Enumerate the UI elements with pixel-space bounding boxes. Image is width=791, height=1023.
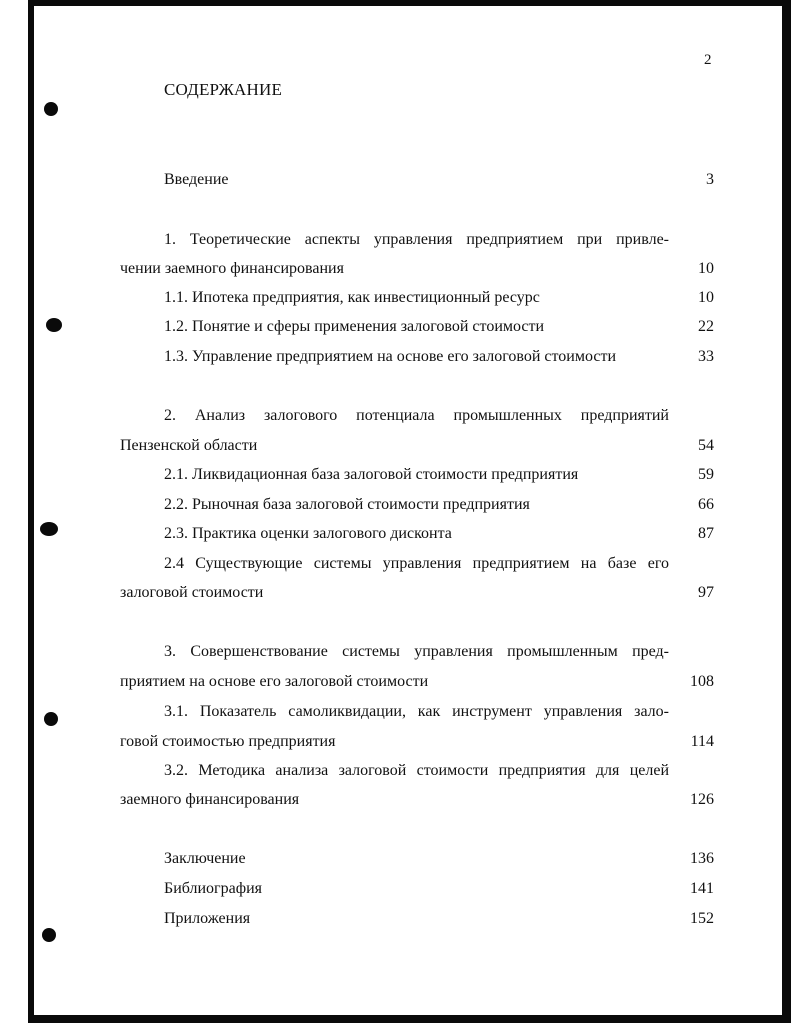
toc-section-3-1-line-2: говой стоимостью предприятия <box>120 733 336 750</box>
toc-page-section-1-3: 33 <box>698 348 714 365</box>
toc-section-1-1: 1.1. Ипотека предприятия, как инвестиционный ресурс <box>164 289 540 306</box>
toc-page-bibliography: 141 <box>690 880 714 897</box>
toc-page-section-2-3: 87 <box>698 525 714 542</box>
toc-page-appendices: 152 <box>690 910 714 927</box>
toc-entry-bibliography: Библиография <box>164 880 262 897</box>
punch-hole-mark <box>44 102 58 116</box>
toc-entry-conclusion: Заключение <box>164 850 246 867</box>
toc-chapter-3-line-1: 3. Совершенствование системы управления промышленным пред- <box>164 643 669 660</box>
page-title: СОДЕРЖАНИЕ <box>164 80 283 99</box>
toc-chapter-2-line-2: Пензенской области <box>120 437 258 454</box>
punch-hole-mark <box>44 712 58 726</box>
toc-chapter-2-line-1: 2. Анализ залогового потенциала промышленных предприятий <box>164 407 669 424</box>
toc-page-section-2-4: 97 <box>698 584 714 601</box>
punch-hole-mark <box>40 522 58 536</box>
toc-page-chapter-1: 10 <box>698 260 714 277</box>
toc-section-2-2: 2.2. Рыночная база залоговой стоимости предприятия <box>164 496 530 513</box>
toc-section-2-4-line-1: 2.4 Существующие системы управления предприятием на базе его <box>164 555 669 572</box>
page-number: 2 <box>704 52 712 68</box>
scan-border-top <box>28 0 791 6</box>
toc-section-3-2-line-2: заемного финансирования <box>120 791 300 808</box>
toc-section-2-4-line-2: залоговой стоимости <box>120 584 264 601</box>
scan-border-bottom <box>28 1015 791 1023</box>
toc-page-introduction: 3 <box>706 171 714 188</box>
toc-entry-appendices: Приложения <box>164 910 251 927</box>
toc-page-section-3-2: 126 <box>690 791 714 808</box>
scan-border-left <box>28 0 34 1023</box>
toc-section-3-2-line-1: 3.2. Методика анализа залоговой стоимости предприятия для целей <box>164 762 669 779</box>
toc-section-1-3: 1.3. Управление предприятием на основе его залоговой стоимости <box>164 348 616 365</box>
toc-page-section-1-2: 22 <box>698 318 714 335</box>
toc-chapter-1-line-1: 1. Теоретические аспекты управления предприятием при привле- <box>164 231 669 248</box>
toc-page-section-3-1: 114 <box>690 733 714 750</box>
scan-border-right <box>782 0 791 1023</box>
punch-hole-mark <box>42 928 56 942</box>
toc-page-section-1-1: 10 <box>698 289 714 306</box>
toc-section-1-2: 1.2. Понятие и сферы применения залоговой стоимости <box>164 318 545 335</box>
punch-hole-mark <box>46 318 62 332</box>
toc-section-3-1-line-1: 3.1. Показатель самоликвидации, как инструмент управления зало- <box>164 703 669 720</box>
toc-chapter-1-line-2: чении заемного финансирования <box>120 260 344 277</box>
toc-chapter-3-line-2: приятием на основе его залоговой стоимости <box>120 673 429 690</box>
toc-page-conclusion: 136 <box>690 850 714 867</box>
toc-section-2-3: 2.3. Практика оценки залогового дисконта <box>164 525 452 542</box>
toc-page-chapter-2: 54 <box>698 437 714 454</box>
toc-page-chapter-3: 108 <box>690 673 714 690</box>
toc-entry-introduction: Введение <box>164 171 229 188</box>
toc-page-section-2-2: 66 <box>698 496 714 513</box>
toc-section-2-1: 2.1. Ликвидационная база залоговой стоимости предприятия <box>164 466 579 483</box>
toc-page-section-2-1: 59 <box>698 466 714 483</box>
